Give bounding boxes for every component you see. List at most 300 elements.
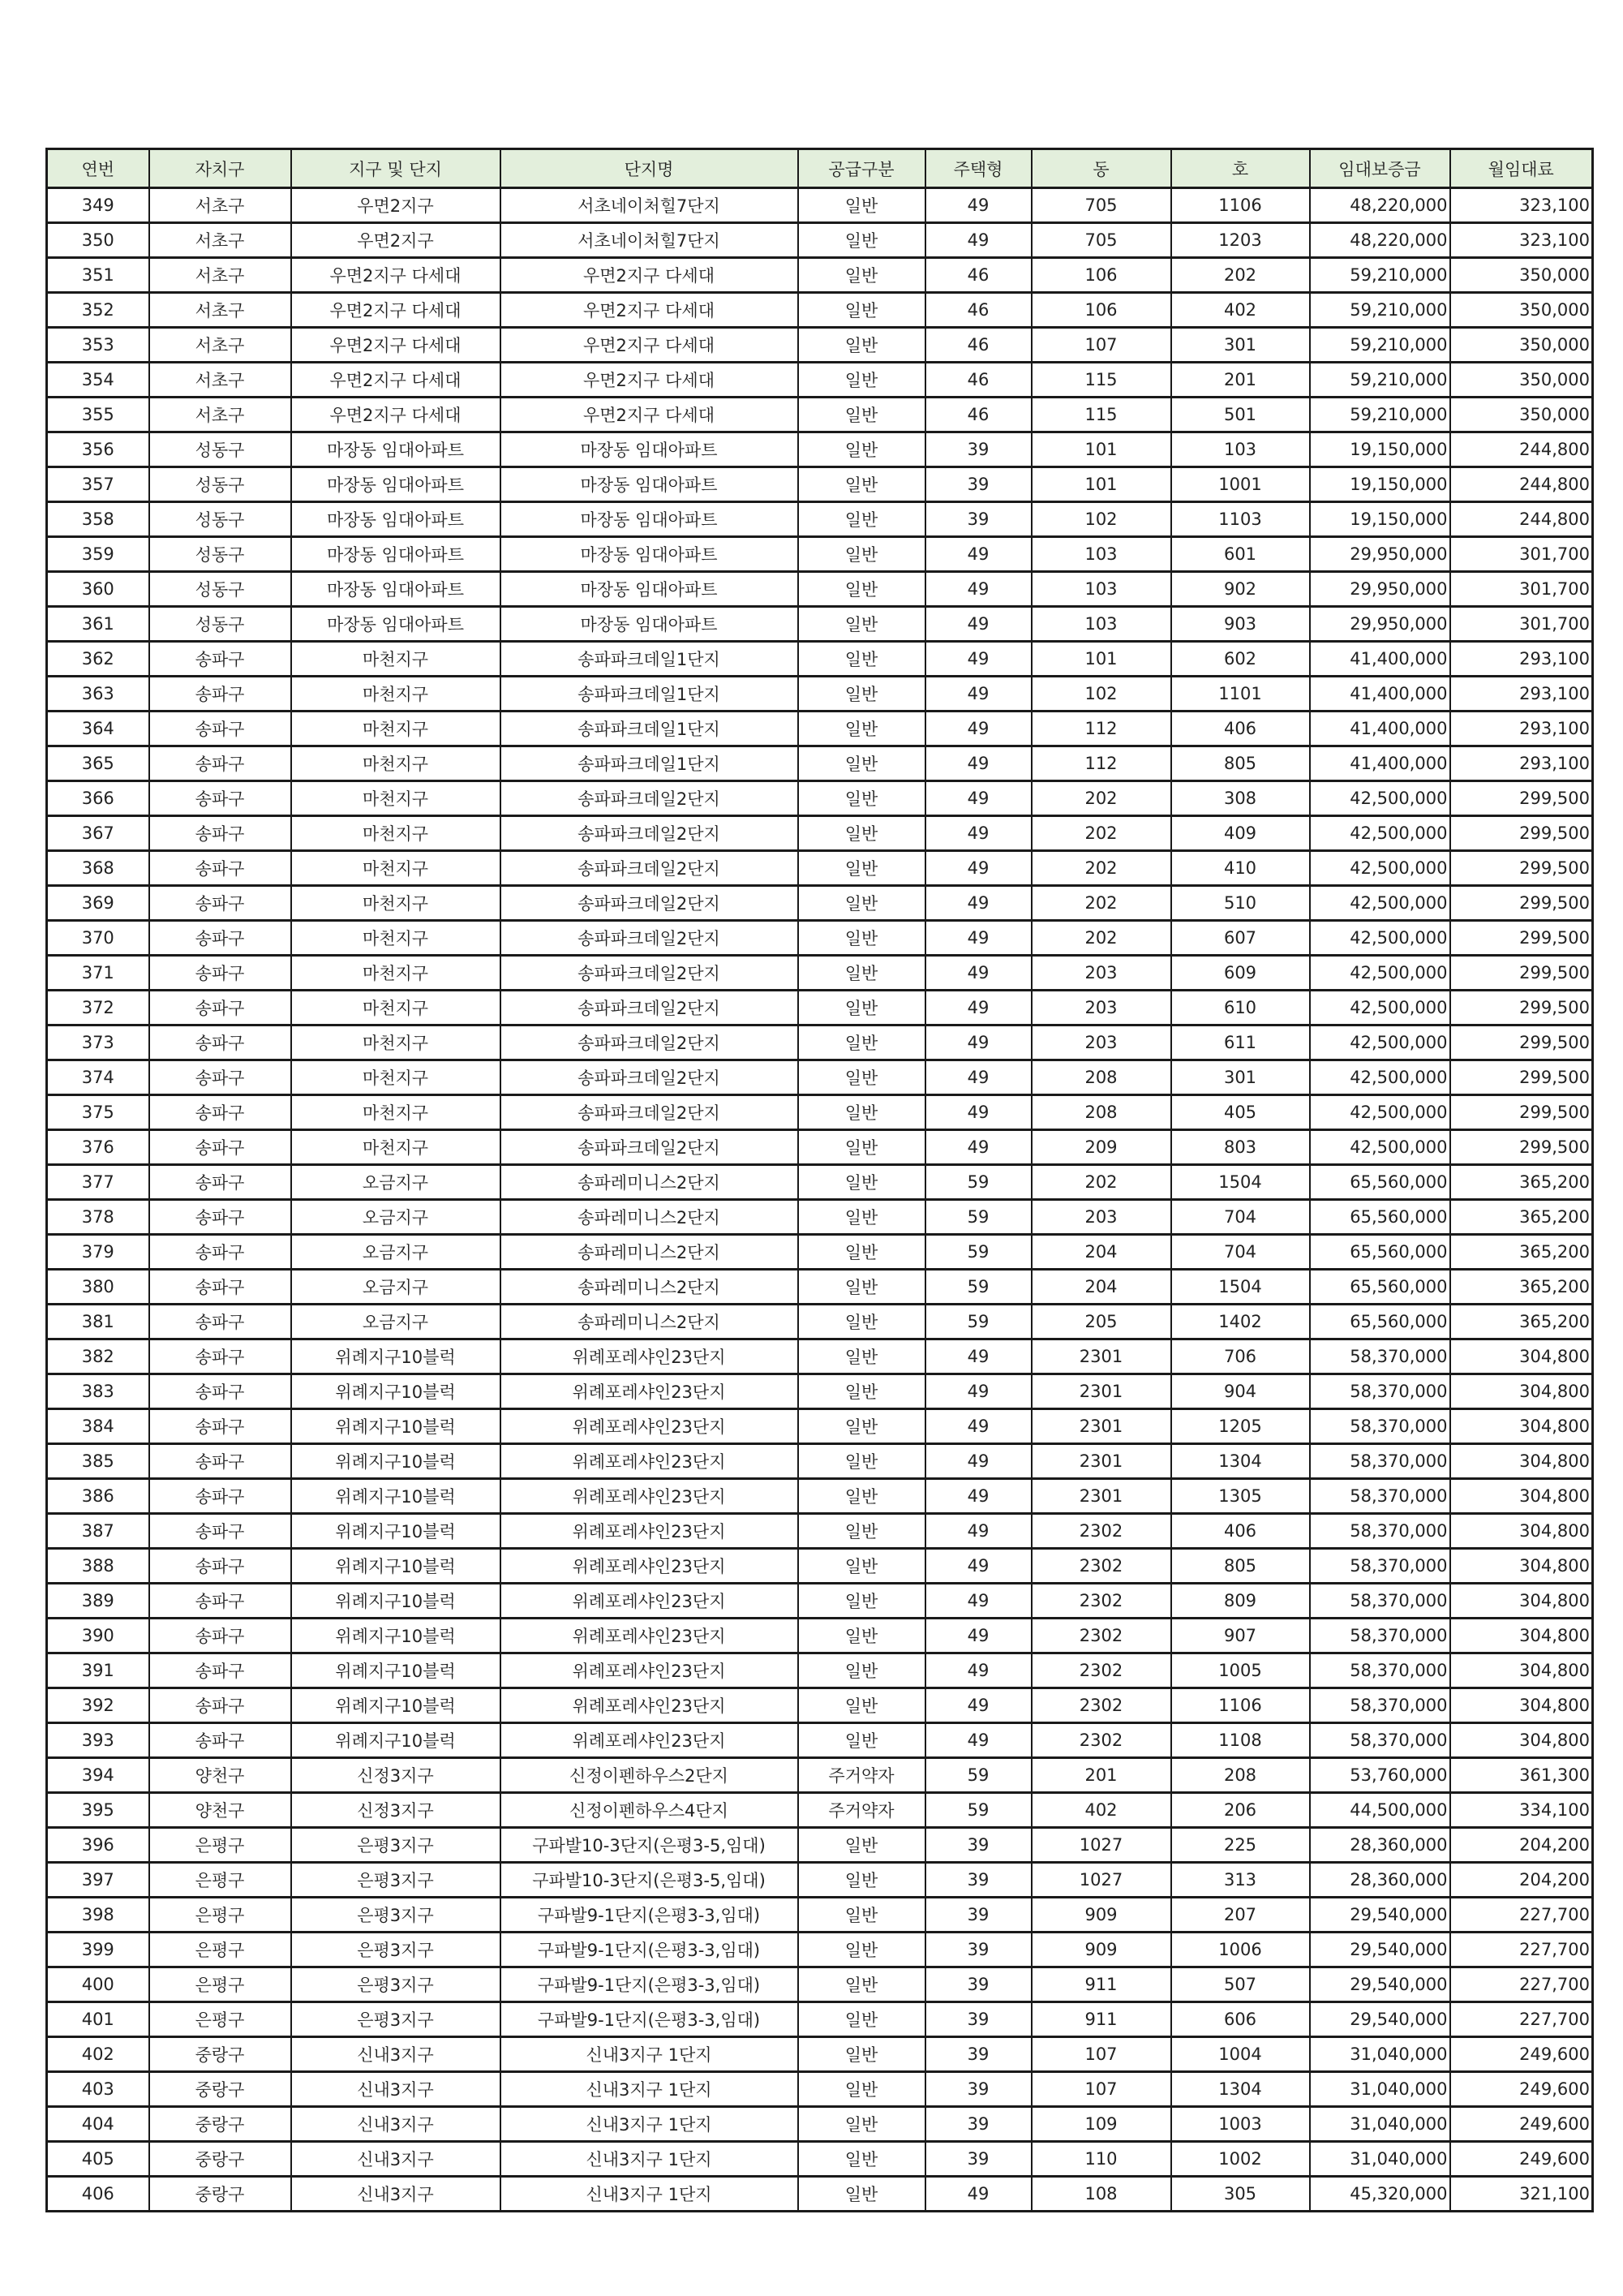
col-deposit-cell: 65,560,000 (1310, 1305, 1450, 1339)
col-building-cell: 1027 (1032, 1828, 1171, 1863)
col-complex-cell: 구파발9-1단지(은평3-3,임대) (500, 2002, 798, 2037)
col-zone-cell: 신정3지구 (291, 1793, 500, 1828)
table-row (47, 607, 1593, 642)
col-district-cell: 양천구 (149, 1758, 291, 1793)
col-unit-type-cell: 39 (925, 1863, 1032, 1898)
col-monthly-rent-cell: 244,800 (1450, 467, 1593, 502)
col-unit-cell: 1005 (1171, 1653, 1310, 1688)
col-monthly-rent-cell: 365,200 (1450, 1200, 1593, 1235)
col-serial-cell: 387 (47, 1514, 149, 1549)
col-building-cell: 1027 (1032, 1863, 1171, 1898)
col-unit-type-cell: 49 (925, 712, 1032, 746)
col-supply-type-cell: 일반 (798, 1863, 925, 1898)
col-complex-cell: 송파파크데일2단지 (500, 781, 798, 816)
col-building-cell: 2301 (1032, 1409, 1171, 1444)
col-deposit-cell: 29,950,000 (1310, 537, 1450, 572)
col-unit-type-cell: 59 (925, 1305, 1032, 1339)
col-deposit-cell: 42,500,000 (1310, 1130, 1450, 1165)
col-building-cell: 112 (1032, 712, 1171, 746)
col-complex-cell: 송파파크데일2단지 (500, 1025, 798, 1060)
col-supply-type-cell: 일반 (798, 572, 925, 607)
col-monthly-rent-cell: 227,700 (1450, 2002, 1593, 2037)
col-serial-cell: 375 (47, 1095, 149, 1130)
col-building-cell: 2302 (1032, 1619, 1171, 1653)
col-supply-type-cell: 일반 (798, 677, 925, 712)
col-monthly-rent-cell: 293,100 (1450, 677, 1593, 712)
col-deposit-cell: 65,560,000 (1310, 1165, 1450, 1200)
col-building-cell: 202 (1032, 781, 1171, 816)
col-monthly-rent-cell: 334,100 (1450, 1793, 1593, 1828)
col-district-cell: 송파구 (149, 1130, 291, 1165)
col-zone-cell: 우면2지구 다세대 (291, 328, 500, 363)
col-unit-type-cell: 49 (925, 537, 1032, 572)
header-serial: 연번 (47, 149, 149, 188)
col-unit-cell: 1305 (1171, 1479, 1310, 1514)
col-supply-type-cell: 일반 (798, 1723, 925, 1758)
col-complex-cell: 송파파크데일2단지 (500, 921, 798, 956)
col-supply-type-cell: 일반 (798, 1165, 925, 1200)
col-monthly-rent-cell: 299,500 (1450, 1095, 1593, 1130)
col-complex-cell: 서초네이처힐7단지 (500, 223, 798, 258)
col-district-cell: 송파구 (149, 1584, 291, 1619)
table-row (47, 956, 1593, 991)
table-row (47, 2177, 1593, 2212)
table-row (47, 328, 1593, 363)
col-supply-type-cell: 일반 (798, 642, 925, 677)
col-supply-type-cell: 일반 (798, 1374, 925, 1409)
col-unit-cell: 301 (1171, 328, 1310, 363)
col-complex-cell: 서초네이처힐7단지 (500, 188, 798, 223)
col-unit-type-cell: 46 (925, 258, 1032, 293)
col-deposit-cell: 29,950,000 (1310, 607, 1450, 642)
col-unit-type-cell: 49 (925, 1130, 1032, 1165)
col-building-cell: 202 (1032, 921, 1171, 956)
col-deposit-cell: 58,370,000 (1310, 1584, 1450, 1619)
table-row (47, 1444, 1593, 1479)
col-zone-cell: 마천지구 (291, 851, 500, 886)
col-monthly-rent-cell: 304,800 (1450, 1584, 1593, 1619)
col-complex-cell: 송파레미니스2단지 (500, 1200, 798, 1235)
col-unit-type-cell: 39 (925, 467, 1032, 502)
col-supply-type-cell: 일반 (798, 467, 925, 502)
col-district-cell: 송파구 (149, 1653, 291, 1688)
col-complex-cell: 송파파크데일1단지 (500, 642, 798, 677)
col-unit-type-cell: 49 (925, 1653, 1032, 1688)
col-complex-cell: 마장동 임대아파트 (500, 502, 798, 537)
col-serial-cell: 376 (47, 1130, 149, 1165)
col-deposit-cell: 59,210,000 (1310, 258, 1450, 293)
col-unit-type-cell: 59 (925, 1270, 1032, 1305)
col-monthly-rent-cell: 361,300 (1450, 1758, 1593, 1793)
col-zone-cell: 위례지구10블럭 (291, 1688, 500, 1723)
table-row (47, 2107, 1593, 2142)
col-unit-type-cell: 49 (925, 1688, 1032, 1723)
col-monthly-rent-cell: 299,500 (1450, 991, 1593, 1025)
col-zone-cell: 마천지구 (291, 991, 500, 1025)
col-unit-type-cell: 49 (925, 1444, 1032, 1479)
col-deposit-cell: 42,500,000 (1310, 851, 1450, 886)
col-unit-cell: 201 (1171, 363, 1310, 398)
col-deposit-cell: 42,500,000 (1310, 921, 1450, 956)
col-building-cell: 2301 (1032, 1339, 1171, 1374)
table-row (47, 642, 1593, 677)
col-unit-cell: 409 (1171, 816, 1310, 851)
col-district-cell: 서초구 (149, 363, 291, 398)
col-zone-cell: 마장동 임대아파트 (291, 467, 500, 502)
col-district-cell: 송파구 (149, 921, 291, 956)
table-row (47, 1688, 1593, 1723)
col-unit-cell: 704 (1171, 1200, 1310, 1235)
col-district-cell: 송파구 (149, 642, 291, 677)
col-monthly-rent-cell: 204,200 (1450, 1863, 1593, 1898)
col-serial-cell: 400 (47, 1967, 149, 2002)
col-district-cell: 은평구 (149, 1898, 291, 1933)
table-row (47, 781, 1593, 816)
col-unit-type-cell: 49 (925, 1060, 1032, 1095)
col-unit-cell: 1001 (1171, 467, 1310, 502)
col-unit-type-cell: 49 (925, 1514, 1032, 1549)
col-serial-cell: 354 (47, 363, 149, 398)
col-monthly-rent-cell: 293,100 (1450, 712, 1593, 746)
col-serial-cell: 378 (47, 1200, 149, 1235)
col-zone-cell: 신내3지구 (291, 2107, 500, 2142)
col-district-cell: 중랑구 (149, 2142, 291, 2177)
table-row (47, 712, 1593, 746)
col-building-cell: 203 (1032, 991, 1171, 1025)
col-unit-cell: 501 (1171, 398, 1310, 432)
col-supply-type-cell: 일반 (798, 2002, 925, 2037)
col-district-cell: 송파구 (149, 1723, 291, 1758)
col-unit-cell: 207 (1171, 1898, 1310, 1933)
col-building-cell: 203 (1032, 956, 1171, 991)
col-zone-cell: 위례지구10블럭 (291, 1514, 500, 1549)
table-row (47, 188, 1593, 223)
col-monthly-rent-cell: 227,700 (1450, 1898, 1593, 1933)
col-complex-cell: 구파발9-1단지(은평3-3,임대) (500, 1898, 798, 1933)
col-complex-cell: 마장동 임대아파트 (500, 537, 798, 572)
col-serial-cell: 381 (47, 1305, 149, 1339)
table-row (47, 1095, 1593, 1130)
col-zone-cell: 신내3지구 (291, 2177, 500, 2212)
col-unit-type-cell: 49 (925, 677, 1032, 712)
col-zone-cell: 은평3지구 (291, 1898, 500, 1933)
col-zone-cell: 위례지구10블럭 (291, 1374, 500, 1409)
col-building-cell: 107 (1032, 2072, 1171, 2107)
table-row (47, 2072, 1593, 2107)
col-serial-cell: 379 (47, 1235, 149, 1270)
col-supply-type-cell: 일반 (798, 2072, 925, 2107)
col-unit-type-cell: 49 (925, 572, 1032, 607)
col-monthly-rent-cell: 304,800 (1450, 1549, 1593, 1584)
col-deposit-cell: 19,150,000 (1310, 502, 1450, 537)
col-supply-type-cell: 일반 (798, 2177, 925, 2212)
col-district-cell: 중랑구 (149, 2107, 291, 2142)
col-complex-cell: 신내3지구 1단지 (500, 2107, 798, 2142)
table-row (47, 2037, 1593, 2072)
col-deposit-cell: 28,360,000 (1310, 1828, 1450, 1863)
col-district-cell: 은평구 (149, 1863, 291, 1898)
col-supply-type-cell: 일반 (798, 328, 925, 363)
col-zone-cell: 신내3지구 (291, 2142, 500, 2177)
col-deposit-cell: 42,500,000 (1310, 816, 1450, 851)
col-monthly-rent-cell: 244,800 (1450, 502, 1593, 537)
table-row (47, 921, 1593, 956)
col-district-cell: 송파구 (149, 1549, 291, 1584)
col-deposit-cell: 48,220,000 (1310, 188, 1450, 223)
col-deposit-cell: 58,370,000 (1310, 1653, 1450, 1688)
col-complex-cell: 위례포레샤인23단지 (500, 1688, 798, 1723)
col-unit-type-cell: 49 (925, 1409, 1032, 1444)
col-monthly-rent-cell: 299,500 (1450, 816, 1593, 851)
col-building-cell: 909 (1032, 1933, 1171, 1967)
col-unit-type-cell: 49 (925, 781, 1032, 816)
col-district-cell: 성동구 (149, 607, 291, 642)
table-row (47, 537, 1593, 572)
col-building-cell: 203 (1032, 1200, 1171, 1235)
col-unit-type-cell: 49 (925, 1374, 1032, 1409)
col-deposit-cell: 42,500,000 (1310, 1095, 1450, 1130)
col-monthly-rent-cell: 365,200 (1450, 1165, 1593, 1200)
col-supply-type-cell: 일반 (798, 746, 925, 781)
col-serial-cell: 355 (47, 398, 149, 432)
col-complex-cell: 마장동 임대아파트 (500, 432, 798, 467)
col-zone-cell: 마천지구 (291, 746, 500, 781)
col-district-cell: 서초구 (149, 328, 291, 363)
col-district-cell: 송파구 (149, 677, 291, 712)
col-unit-cell: 805 (1171, 746, 1310, 781)
col-zone-cell: 마천지구 (291, 677, 500, 712)
col-unit-type-cell: 49 (925, 188, 1032, 223)
col-monthly-rent-cell: 299,500 (1450, 1060, 1593, 1095)
col-serial-cell: 371 (47, 956, 149, 991)
table-row (47, 1200, 1593, 1235)
table-row (47, 1793, 1593, 1828)
col-complex-cell: 우면2지구 다세대 (500, 328, 798, 363)
col-serial-cell: 388 (47, 1549, 149, 1584)
col-unit-cell: 313 (1171, 1863, 1310, 1898)
col-zone-cell: 마천지구 (291, 921, 500, 956)
col-unit-type-cell: 49 (925, 816, 1032, 851)
col-complex-cell: 송파파크데일2단지 (500, 816, 798, 851)
col-supply-type-cell: 일반 (798, 502, 925, 537)
col-unit-cell: 805 (1171, 1549, 1310, 1584)
col-building-cell: 205 (1032, 1305, 1171, 1339)
table-row (47, 1549, 1593, 1584)
header-unit: 호 (1171, 149, 1310, 188)
col-unit-cell: 1205 (1171, 1409, 1310, 1444)
col-supply-type-cell: 일반 (798, 1688, 925, 1723)
col-building-cell: 202 (1032, 851, 1171, 886)
col-serial-cell: 370 (47, 921, 149, 956)
col-zone-cell: 은평3지구 (291, 1863, 500, 1898)
col-building-cell: 203 (1032, 1025, 1171, 1060)
table-row (47, 1409, 1593, 1444)
col-complex-cell: 신내3지구 1단지 (500, 2037, 798, 2072)
col-supply-type-cell: 일반 (798, 1025, 925, 1060)
table-row (47, 1619, 1593, 1653)
col-building-cell: 402 (1032, 1793, 1171, 1828)
col-monthly-rent-cell: 299,500 (1450, 851, 1593, 886)
col-complex-cell: 위례포레샤인23단지 (500, 1479, 798, 1514)
table-row (47, 851, 1593, 886)
col-deposit-cell: 58,370,000 (1310, 1339, 1450, 1374)
col-unit-type-cell: 49 (925, 1549, 1032, 1584)
col-monthly-rent-cell: 293,100 (1450, 642, 1593, 677)
table-row (47, 1025, 1593, 1060)
col-unit-cell: 1101 (1171, 677, 1310, 712)
col-unit-cell: 301 (1171, 1060, 1310, 1095)
col-complex-cell: 위례포레샤인23단지 (500, 1409, 798, 1444)
col-supply-type-cell: 일반 (798, 1270, 925, 1305)
col-unit-cell: 1304 (1171, 1444, 1310, 1479)
col-deposit-cell: 65,560,000 (1310, 1235, 1450, 1270)
col-building-cell: 208 (1032, 1095, 1171, 1130)
col-unit-type-cell: 39 (925, 2037, 1032, 2072)
col-unit-cell: 704 (1171, 1235, 1310, 1270)
col-supply-type-cell: 일반 (798, 1060, 925, 1095)
col-zone-cell: 은평3지구 (291, 1933, 500, 1967)
col-complex-cell: 우면2지구 다세대 (500, 363, 798, 398)
col-deposit-cell: 48,220,000 (1310, 223, 1450, 258)
col-serial-cell: 349 (47, 188, 149, 223)
col-serial-cell: 397 (47, 1863, 149, 1898)
col-supply-type-cell: 일반 (798, 258, 925, 293)
col-deposit-cell: 45,320,000 (1310, 2177, 1450, 2212)
col-district-cell: 송파구 (149, 1619, 291, 1653)
col-unit-type-cell: 49 (925, 1619, 1032, 1653)
col-complex-cell: 송파레미니스2단지 (500, 1270, 798, 1305)
col-serial-cell: 389 (47, 1584, 149, 1619)
col-monthly-rent-cell: 304,800 (1450, 1409, 1593, 1444)
table-row (47, 1235, 1593, 1270)
col-zone-cell: 마장동 임대아파트 (291, 572, 500, 607)
col-supply-type-cell: 일반 (798, 188, 925, 223)
col-supply-type-cell: 일반 (798, 1828, 925, 1863)
table-row (47, 2142, 1593, 2177)
col-zone-cell: 우면2지구 다세대 (291, 258, 500, 293)
col-building-cell: 101 (1032, 642, 1171, 677)
rental-listing-table (45, 148, 1594, 2212)
col-unit-cell: 601 (1171, 537, 1310, 572)
col-district-cell: 송파구 (149, 1374, 291, 1409)
col-unit-type-cell: 46 (925, 328, 1032, 363)
col-district-cell: 송파구 (149, 781, 291, 816)
col-complex-cell: 구파발10-3단지(은평3-5,임대) (500, 1828, 798, 1863)
col-deposit-cell: 29,540,000 (1310, 2002, 1450, 2037)
col-district-cell: 송파구 (149, 1025, 291, 1060)
col-zone-cell: 마천지구 (291, 1060, 500, 1095)
col-supply-type-cell: 일반 (798, 1305, 925, 1339)
col-building-cell: 2302 (1032, 1653, 1171, 1688)
col-deposit-cell: 58,370,000 (1310, 1549, 1450, 1584)
col-zone-cell: 위례지구10블럭 (291, 1479, 500, 1514)
col-complex-cell: 마장동 임대아파트 (500, 607, 798, 642)
col-zone-cell: 우면2지구 다세대 (291, 398, 500, 432)
col-monthly-rent-cell: 299,500 (1450, 956, 1593, 991)
col-serial-cell: 398 (47, 1898, 149, 1933)
col-complex-cell: 송파레미니스2단지 (500, 1165, 798, 1200)
col-unit-cell: 706 (1171, 1339, 1310, 1374)
table-body (47, 188, 1593, 2212)
table-row (47, 1514, 1593, 1549)
col-supply-type-cell: 일반 (798, 2107, 925, 2142)
col-monthly-rent-cell: 304,800 (1450, 1444, 1593, 1479)
table-row (47, 1723, 1593, 1758)
col-supply-type-cell: 일반 (798, 363, 925, 398)
col-unit-type-cell: 49 (925, 921, 1032, 956)
col-district-cell: 송파구 (149, 1305, 291, 1339)
col-complex-cell: 송파파크데일2단지 (500, 1130, 798, 1165)
header-monthly-rent: 월임대료 (1450, 149, 1593, 188)
col-supply-type-cell: 일반 (798, 1584, 925, 1619)
col-deposit-cell: 42,500,000 (1310, 991, 1450, 1025)
col-monthly-rent-cell: 304,800 (1450, 1723, 1593, 1758)
col-supply-type-cell: 일반 (798, 956, 925, 991)
col-building-cell: 102 (1032, 502, 1171, 537)
col-monthly-rent-cell: 227,700 (1450, 1967, 1593, 2002)
col-monthly-rent-cell: 249,600 (1450, 2072, 1593, 2107)
table-row (47, 1479, 1593, 1514)
col-zone-cell: 신내3지구 (291, 2072, 500, 2107)
col-monthly-rent-cell: 304,800 (1450, 1619, 1593, 1653)
col-building-cell: 911 (1032, 2002, 1171, 2037)
col-zone-cell: 우면2지구 다세대 (291, 293, 500, 328)
table-row (47, 1305, 1593, 1339)
col-unit-cell: 904 (1171, 1374, 1310, 1409)
col-unit-cell: 1108 (1171, 1723, 1310, 1758)
col-zone-cell: 마천지구 (291, 956, 500, 991)
col-building-cell: 208 (1032, 1060, 1171, 1095)
col-complex-cell: 위례포레샤인23단지 (500, 1653, 798, 1688)
table-row (47, 1339, 1593, 1374)
col-monthly-rent-cell: 249,600 (1450, 2037, 1593, 2072)
col-unit-type-cell: 49 (925, 991, 1032, 1025)
col-deposit-cell: 58,370,000 (1310, 1619, 1450, 1653)
col-complex-cell: 위례포레샤인23단지 (500, 1619, 798, 1653)
col-district-cell: 송파구 (149, 956, 291, 991)
table-row (47, 1060, 1593, 1095)
col-complex-cell: 신내3지구 1단지 (500, 2177, 798, 2212)
col-serial-cell: 393 (47, 1723, 149, 1758)
col-serial-cell: 382 (47, 1339, 149, 1374)
col-district-cell: 송파구 (149, 1514, 291, 1549)
col-supply-type-cell: 일반 (798, 816, 925, 851)
col-supply-type-cell: 일반 (798, 1339, 925, 1374)
col-zone-cell: 우면2지구 (291, 188, 500, 223)
col-serial-cell: 362 (47, 642, 149, 677)
table-row (47, 886, 1593, 921)
col-serial-cell: 391 (47, 1653, 149, 1688)
col-serial-cell: 401 (47, 2002, 149, 2037)
col-building-cell: 2302 (1032, 1723, 1171, 1758)
col-district-cell: 은평구 (149, 2002, 291, 2037)
col-unit-cell: 1504 (1171, 1270, 1310, 1305)
col-unit-cell: 402 (1171, 293, 1310, 328)
col-unit-type-cell: 39 (925, 1828, 1032, 1863)
col-zone-cell: 은평3지구 (291, 2002, 500, 2037)
col-zone-cell: 마천지구 (291, 1130, 500, 1165)
col-unit-type-cell: 39 (925, 2107, 1032, 2142)
col-building-cell: 2301 (1032, 1374, 1171, 1409)
col-district-cell: 서초구 (149, 188, 291, 223)
col-complex-cell: 위례포레샤인23단지 (500, 1444, 798, 1479)
table-row (47, 1828, 1593, 1863)
col-unit-cell: 902 (1171, 572, 1310, 607)
col-building-cell: 112 (1032, 746, 1171, 781)
col-deposit-cell: 42,500,000 (1310, 781, 1450, 816)
col-serial-cell: 350 (47, 223, 149, 258)
col-district-cell: 송파구 (149, 1409, 291, 1444)
